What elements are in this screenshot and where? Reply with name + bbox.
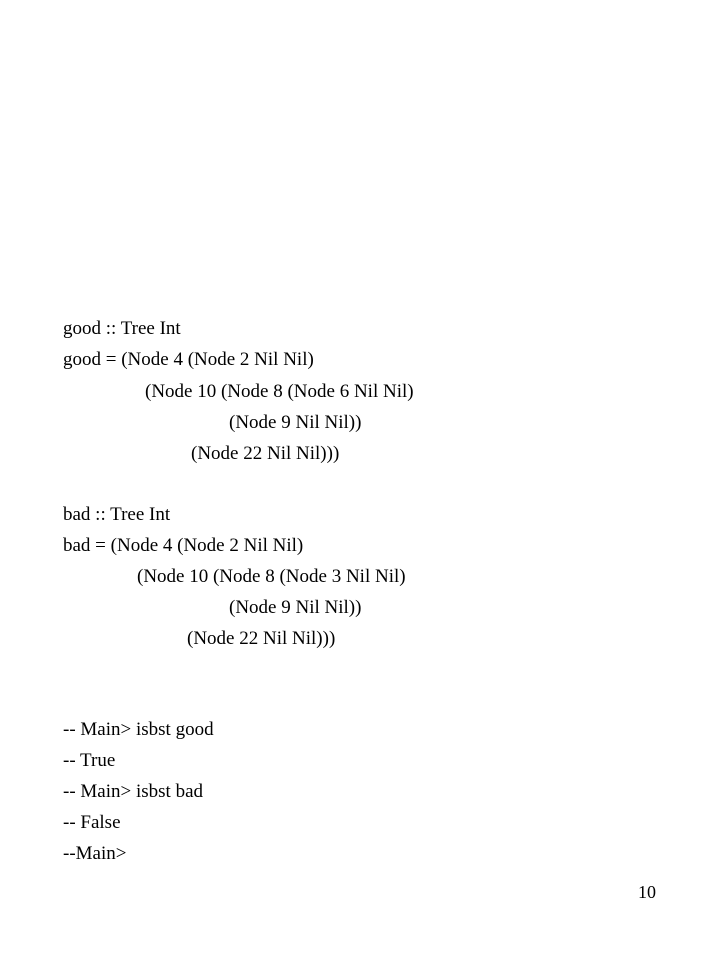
bad-definition-line-4: (Node 22 Nil Nil))) bbox=[187, 628, 336, 649]
session-line-5: --Main> bbox=[63, 843, 127, 864]
bad-definition-line-3: (Node 9 Nil Nil)) bbox=[229, 597, 362, 618]
session-line-4: -- False bbox=[63, 812, 121, 833]
session-line-3: -- Main> isbst bad bbox=[63, 781, 204, 802]
session-line-2: -- True bbox=[63, 750, 116, 771]
bad-definition-line-2: (Node 10 (Node 8 (Node 3 Nil Nil) bbox=[137, 566, 406, 587]
bad-definition-line-1: bad = (Node 4 (Node 2 Nil Nil) bbox=[63, 535, 304, 556]
good-definition-line-1: good = (Node 4 (Node 2 Nil Nil) bbox=[63, 349, 314, 370]
good-definition-line-4: (Node 22 Nil Nil))) bbox=[191, 443, 340, 464]
good-definition-line-3: (Node 9 Nil Nil)) bbox=[229, 412, 362, 433]
bad-type-signature: bad :: Tree Int bbox=[63, 504, 171, 525]
good-type-signature: good :: Tree Int bbox=[63, 318, 181, 339]
good-definition-line-2: (Node 10 (Node 8 (Node 6 Nil Nil) bbox=[145, 381, 414, 402]
page-number: 10 bbox=[638, 882, 656, 902]
session-line-1: -- Main> isbst good bbox=[63, 719, 214, 740]
